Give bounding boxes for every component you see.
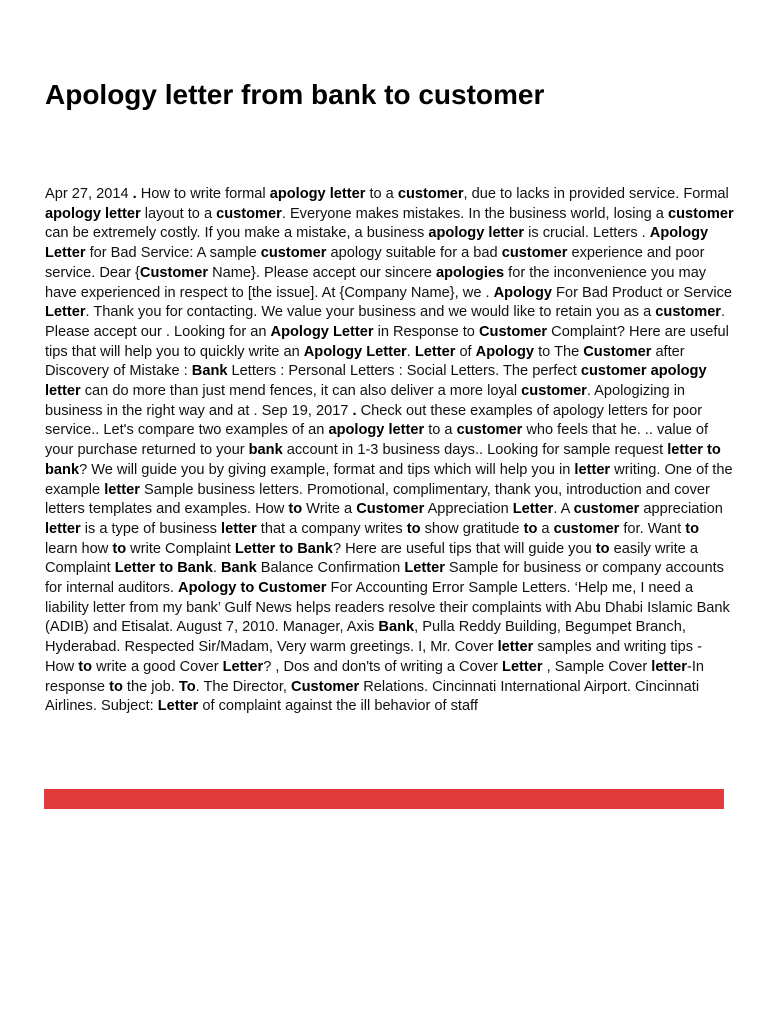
body-text-run: layout to a <box>140 205 217 222</box>
body-text-run: samples and writing tips - How <box>45 639 702 675</box>
body-text-run: to The <box>534 343 584 360</box>
body-text-run: , Sample Cover <box>542 658 652 675</box>
body-text-run: ? We will guide you by giving example, format and tips which will help you in <box>79 461 575 478</box>
body-text-run: Apr 27, 2014 <box>45 186 133 202</box>
body-keyword: letter <box>45 520 81 537</box>
body-text-run: experience and poor service. Dear { <box>45 245 705 281</box>
body-keyword: apology letter <box>45 205 141 222</box>
page-title: Apology letter from bank to customer <box>45 79 545 110</box>
body-keyword: bank <box>248 442 283 459</box>
body-keyword: Letter <box>512 501 554 518</box>
body-text-run: . A <box>553 501 574 518</box>
body-text-run: ? , Dos and don'ts of writing a Cover <box>263 658 503 675</box>
body-text-run: Sample business letters. Promotional, complimentary, thank you, introduction and cover letters templates and examples. How <box>45 481 710 518</box>
body-keyword: Apology to Customer <box>178 580 327 597</box>
body-keyword: customer <box>521 383 587 400</box>
body-text-run: of complaint against the ill behavior of staff <box>198 698 478 715</box>
body-text-run: . The Director, <box>195 678 292 695</box>
body-text-run: . Please accept our . Looking for an <box>45 304 726 340</box>
body-keyword: to <box>112 540 127 557</box>
body-text-run: for Bad Service: A sample <box>85 245 261 262</box>
body-keyword: to <box>109 678 123 695</box>
body-keyword: Letter to Bank <box>114 560 213 577</box>
body-text-run: is a type of business <box>80 520 222 537</box>
body-keyword: Customer <box>139 264 209 281</box>
body-keyword: Customer <box>583 343 652 360</box>
body-text-run: after Discovery of Mistake : <box>45 343 685 380</box>
body-keyword: to <box>685 520 700 537</box>
body-text-run: show gratitude <box>420 520 524 537</box>
body-keyword: to <box>78 658 93 675</box>
body-keyword: customer <box>260 245 327 262</box>
body-text-run: writing. One of the example <box>45 461 733 498</box>
body-keyword: Apology Letter <box>270 323 374 340</box>
body-keyword: apologies <box>435 264 505 281</box>
body-keyword: apology letter <box>269 186 366 202</box>
body-keyword: Apology <box>475 343 535 360</box>
body-keyword: customer <box>397 186 464 202</box>
body-keyword: Apology Letter <box>45 225 709 262</box>
body-keyword: Apology Letter <box>303 343 407 360</box>
body-text-run: write Complaint <box>126 540 235 557</box>
body-keyword: Letter <box>502 658 543 675</box>
body-text-run: Letters : Personal Letters : Social Letters. The perfect <box>227 363 581 380</box>
body-text-run: Sample for business or company accounts for internal auditors. <box>45 560 724 597</box>
body-keyword: customer <box>655 304 721 321</box>
body-keyword: Letter <box>157 698 199 715</box>
body-text-run: How to write formal <box>136 186 270 202</box>
body-keyword: to <box>288 501 303 518</box>
body-text-run: . Thank you for contacting. We value your business and we would like to retain you as a <box>85 304 656 321</box>
body-text-run: to a <box>365 186 398 202</box>
body-text-run: a <box>537 520 554 537</box>
body-keyword: Apology <box>493 284 552 301</box>
body-text-run: for. Want <box>619 520 686 537</box>
body-keyword: Customer <box>478 323 548 340</box>
body-text-run: . Everyone makes mistakes. In the business world, losing a <box>281 205 668 222</box>
body-keyword: customer <box>501 245 568 262</box>
body-keyword: to <box>595 540 610 557</box>
body-keyword: Letter <box>222 658 264 675</box>
body-keyword: letter <box>497 639 534 656</box>
body-text-run: write a good Cover <box>92 658 223 675</box>
body-text-run: learn how <box>45 540 113 557</box>
body-text-run: to a <box>424 422 457 439</box>
body-keyword: letter <box>104 481 140 498</box>
body-keyword: To <box>178 678 196 695</box>
body-text-run: for the inconvenience you may have experienced in respect to [the issue]. At {Company Name}, we . <box>45 264 707 301</box>
body-keyword: . <box>132 186 137 202</box>
body-text-run: . <box>212 560 221 577</box>
body-text-run: can do more than just mend fences, it can also deliver a more loyal <box>80 383 522 400</box>
body-text-run: Relations. Cincinnati International Airport. Cincinnati Airlines. Subject: <box>45 678 700 715</box>
body-text-run: Name}. Please accept our sincere <box>208 264 436 281</box>
body-text-run: appreciation <box>639 501 723 518</box>
accent-divider-bar <box>44 789 724 809</box>
body-keyword: Customer <box>291 678 360 695</box>
body-text-run: in Response to <box>373 323 479 340</box>
body-paragraph <box>45 185 735 717</box>
body-keyword: customer <box>216 205 282 222</box>
body-text-run: easily write a Complaint <box>45 540 698 577</box>
body-text-run: Appreciation <box>424 501 513 518</box>
body-text-run: , Pulla Reddy Building, Begumpet Branch, Hyderabad. Respected Sir/Madam, Very warm greetings. I, Mr. Cover <box>45 619 686 656</box>
body-keyword: letter <box>574 461 611 478</box>
body-text-run: . <box>406 343 415 360</box>
body-keyword: letter <box>221 520 257 537</box>
body-text-run: account in 1-3 business days.. Looking for sample request <box>282 442 668 459</box>
body-keyword: Letter <box>45 304 86 321</box>
body-keyword: customer <box>667 205 734 222</box>
body-keyword: Letter <box>414 343 456 360</box>
body-text-run: that a company writes <box>256 520 407 537</box>
body-text-run: Complaint? Here are useful tips that will help you to quickly write an <box>45 323 729 360</box>
body-keyword: customer apology letter <box>45 363 707 400</box>
body-keyword: apology letter <box>328 422 425 439</box>
body-text-run: Check out these examples of apology letters for poor service.. Let's compare two examples of an <box>45 402 703 439</box>
body-text-run: For Accounting Error Sample Letters. ‘Help me, I need a liability letter from my bank’ Gulf News helps readers resolve their complaints with Abu Dhabi Islamic Bank (ADIB) and Etisalat. August 7, 2010. Manager, Axis <box>45 580 730 636</box>
body-text-run: the job. <box>122 678 179 695</box>
body-keyword: letter <box>651 658 687 675</box>
body-keyword: to <box>406 520 421 537</box>
body-text-run: -In response <box>45 658 704 695</box>
body-text-run: . Apologizing in business in the right way and at . Sep 19, 2017 <box>45 383 686 419</box>
body-text-run: Balance Confirmation <box>256 560 405 577</box>
body-keyword: Customer <box>356 501 425 518</box>
body-keyword: customer <box>553 520 620 537</box>
body-text-run: can be extremely costly. If you make a mistake, a business <box>45 225 429 242</box>
body-text-run: who feels that he. .. value of your purchase returned to your <box>45 422 709 459</box>
body-text-run: apology suitable for a bad <box>326 245 502 262</box>
body-keyword: customer <box>573 501 640 518</box>
body-keyword: to <box>523 520 538 537</box>
body-text-run: of <box>455 343 476 360</box>
body-keyword: . <box>352 402 357 419</box>
body-keyword: customer <box>456 422 523 439</box>
body-keyword: Bank <box>191 363 228 380</box>
body-text-run: , due to lacks in provided service. Formal <box>463 186 729 202</box>
body-text-run: For Bad Product or Service <box>551 284 733 301</box>
body-keyword: letter to bank <box>45 442 721 478</box>
body-keyword: Bank <box>221 560 257 577</box>
body-text-run: ? Here are useful tips that will guide you <box>332 540 596 557</box>
body-keyword: Letter to Bank <box>234 540 333 557</box>
body-keyword: apology letter <box>428 225 525 242</box>
body-text-run: Write a <box>302 501 357 518</box>
body-text-run: is crucial. Letters . <box>524 225 650 242</box>
body-keyword: Letter <box>404 560 445 577</box>
body-keyword: Bank <box>378 619 415 636</box>
